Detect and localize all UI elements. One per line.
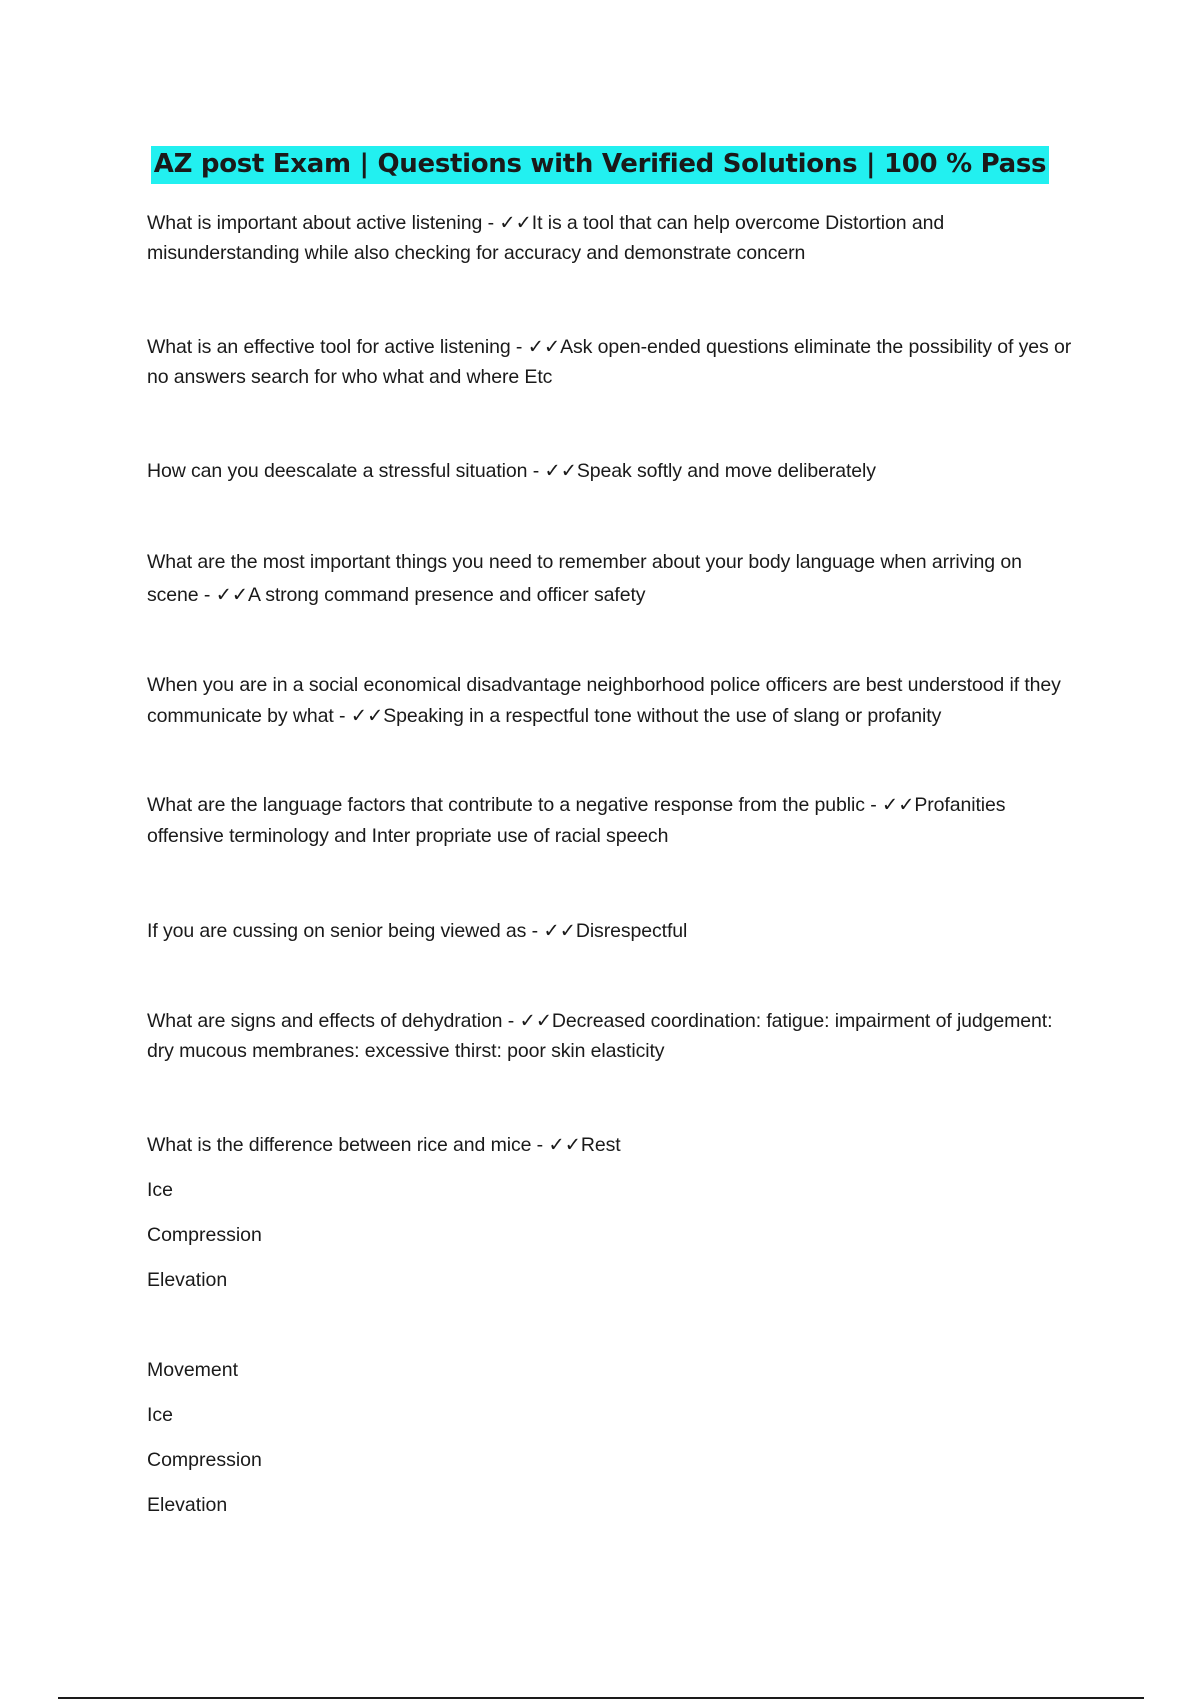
qa-entry: If you are cussing on senior being viewed as - ✓✓Disrespectful	[147, 920, 688, 942]
list-item: Compression	[147, 1224, 262, 1246]
qa-entry: How can you deescalate a stressful situation - ✓✓Speak softly and move deliberately	[147, 460, 876, 482]
document-title: AZ post Exam | Questions with Verified Solutions | 100 % Pass	[151, 146, 1049, 184]
qa-content	[147, 208, 1077, 1520]
footer-divider	[58, 1697, 1144, 1699]
qa-entry: What is the difference between rice and mice - ✓✓Rest	[147, 1134, 621, 1156]
list-item: Ice	[147, 1179, 174, 1201]
list-item: Movement	[147, 1359, 239, 1381]
qa-entry: When you are in a social economical disadvantage neighborhood police officers are best understood if they communicate by what - ✓✓Speaking in a respectful tone without the use of slang or profanity	[147, 674, 1061, 727]
title-wrapper	[0, 146, 1200, 184]
list-item: Compression	[147, 1449, 262, 1471]
qa-entry: What is an effective tool for active listening - ✓✓Ask open-ended questions eliminate the possibility of yes or no answers search for who what and where Etc	[147, 336, 1072, 388]
mice-list	[147, 1355, 1077, 1520]
qa-entry: What are signs and effects of dehydration - ✓✓Decreased coordination: fatigue: impairment of judgement: dry mucous membranes: excessive thirst: poor skin elasticity	[147, 1010, 1053, 1062]
list-item: Elevation	[147, 1494, 228, 1516]
list-item: Ice	[147, 1404, 174, 1426]
rice-list	[147, 1175, 1077, 1295]
qa-entry: What are the most important things you need to remember about your body language when arriving on scene - ✓✓A strong command presence and officer safety	[147, 551, 1022, 606]
qa-entry: What is important about active listening - ✓✓It is a tool that can help overcome Distortion and misunderstanding while also checking for accuracy and demonstrate concern	[147, 212, 945, 264]
list-item: Elevation	[147, 1269, 228, 1291]
qa-entry: What are the language factors that contribute to a negative response from the public - ✓✓Profanities offensive terminology and Inter propriate use of racial speech	[147, 794, 1006, 847]
